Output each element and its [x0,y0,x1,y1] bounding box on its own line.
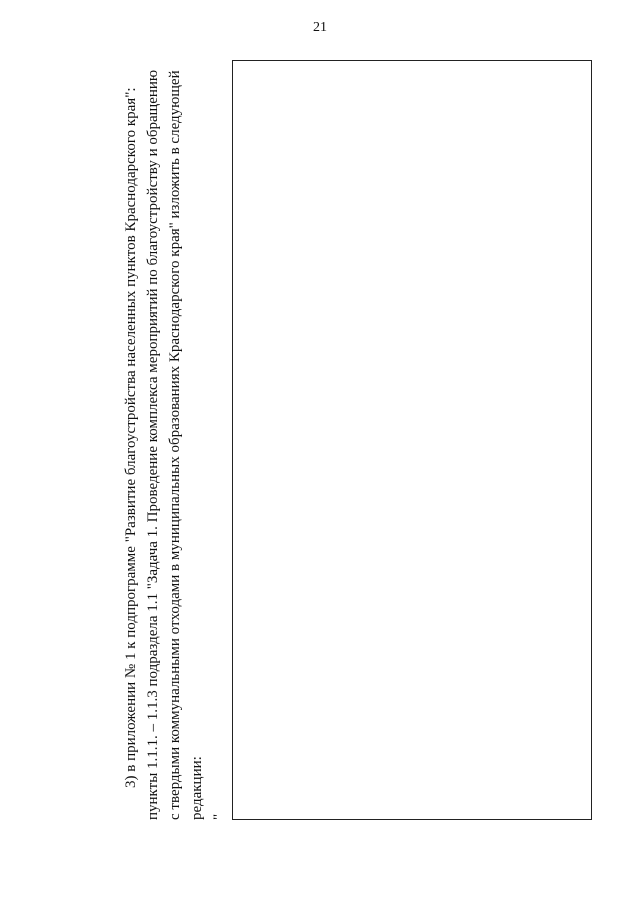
intro-quote-mark: " [211,813,227,820]
intro-paragraph: 3) в приложении № 1 к подпрограмме "Развитие благоустройства населенных пунктов Краснодарского края": пункты 1.1.1. – 1.1.3 подраздела 1.1 "Задача 1. Проведение комплекса мероприятий по благоустройству и обращению с твердыми коммунальными отходами в муниципальных образованиях Краснодарского края" изложить в следующей редакции: [123,69,205,820]
activities-table [232,60,592,820]
intro-text [120,60,230,820]
page-number: 21 [313,20,327,35]
rotated-page-content [120,40,600,840]
